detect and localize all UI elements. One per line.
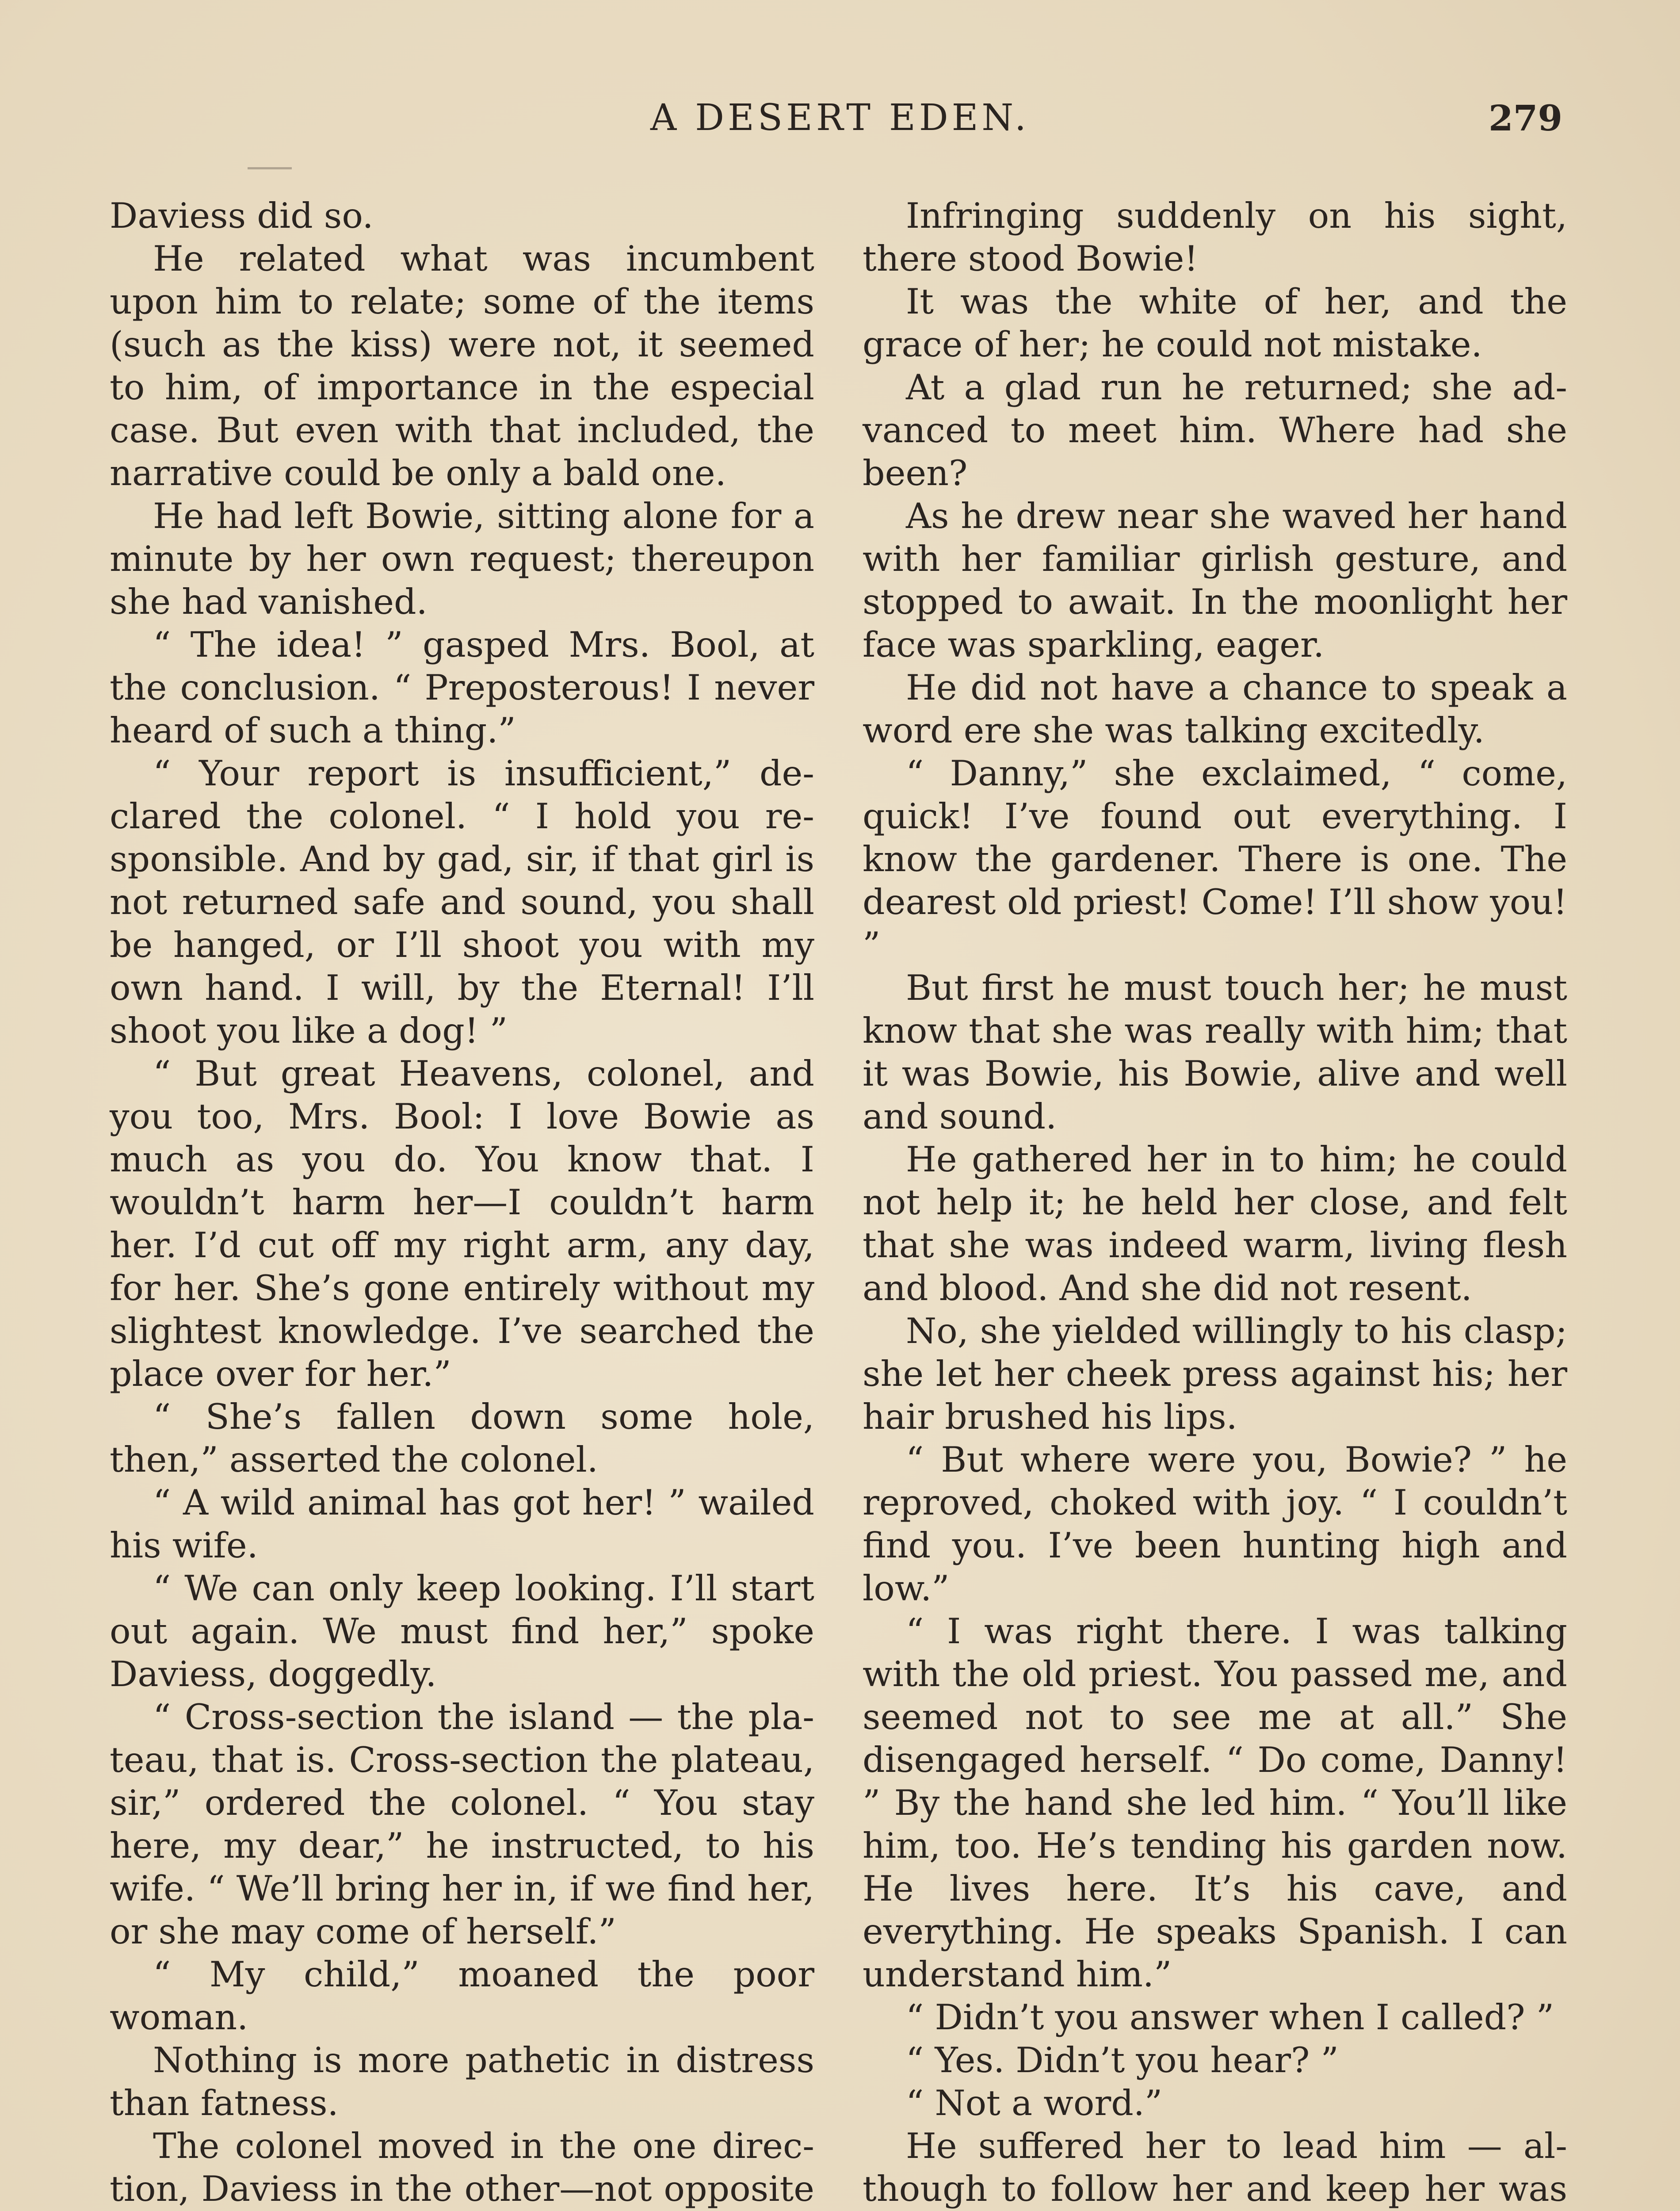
paragraph: As he drew near she waved her hand with her familiar girlish gesture, and stopped to await. In the moonlight her face was sparkling, eager. [863, 496, 1567, 665]
paragraph: He did not have a chance to speak a word ere she was talking excitedly. [863, 667, 1567, 751]
paragraph: “ She’s fallen down some hole, then,” asserted the colonel. [110, 1396, 814, 1480]
paragraph: No, she yielded willingly to his clasp; she let her cheek press against his; her hair brushed his lips. [863, 1311, 1567, 1437]
running-head [0, 94, 1680, 142]
paragraph: “ Your report is insufficient,” declared the colonel. “ I hold you responsible. And by gad, sir, if that girl is not returned safe and sound, you shall be hanged, or I’ll shoot you with my own hand. I will, by the Eternal! I’ll shoot you like a dog! ” [110, 753, 814, 1051]
paragraph: He related what was incumbent upon him to relate; some of the items (such as the kiss) were not, it seemed to him, of importance in the especial case. But even with that included, the narrative could be only a bald one. [110, 238, 814, 493]
paragraph: He gathered her in to him; he could not help it; he held her close, and felt that she was indeed warm, living flesh and blood. And she did not resent. [863, 1139, 1567, 1308]
paragraph: “ We can only keep looking. I’ll start out again. We must find her,” spoke Daviess, doggedly. [110, 1568, 814, 1695]
paragraph: At a glad run he returned; she advanced to meet him. Where had she been? [863, 367, 1567, 493]
page-number: 279 [1489, 97, 1562, 139]
right-column [863, 195, 1567, 2211]
paragraph: “ Not a word.” [906, 2083, 1163, 2123]
paragraph: It was the white of her, and the grace of her; he could not mistake. [863, 281, 1567, 365]
ornament-rule [248, 167, 292, 169]
paragraph: “ Didn’t you answer when I called? ” [906, 1997, 1554, 2038]
paragraph: “ Danny,” she exclaimed, “ come, quick! I’ve found out everything. I know the gardener. There is one. The dearest old priest! Come! I’ll show you! ” [863, 753, 1567, 965]
paragraph: “ But great Heavens, colonel, and you too, Mrs. Bool: I love Bowie as much as you do. You know that. I wouldn’t harm her—I couldn’t harm her. I’d cut off my right arm, any day, for her. She’s gone entirely without my slightest knowledge. I’ve searched the place over for her.” [110, 1053, 814, 1394]
paragraph: Daviess did so. [110, 195, 374, 236]
paragraph: “ My child,” moaned the poor woman. [110, 1954, 814, 2038]
left-column [110, 195, 814, 2211]
paragraph: He had left Bowie, sitting alone for a minute by her own request; thereupon she had vanished. [110, 496, 814, 622]
paragraph: The colonel moved in the one direction, Daviess in the other—not opposite [110, 2126, 814, 2209]
paragraph: But first he must touch her; he must know that she was really with him; that it was Bowie, his Bowie, alive and well and sound. [863, 968, 1567, 1137]
paragraph: “ The idea! ” gasped Mrs. Bool, at the conclusion. “ Preposterous! I never heard of such a thing.” [110, 624, 814, 751]
paragraph: “ I was right there. I was talking with the old priest. You passed me, and seemed not to see me at all.” She disengaged herself. “ Do come, Danny! ” By the hand she led him. “ You’ll like him, too. He’s tending his garden now. He lives here. It’s his cave, and everything. He speaks Spanish. I can understand him.” [863, 1611, 1567, 1995]
paragraph: “ Yes. Didn’t you hear? ” [906, 2040, 1339, 2081]
paragraph: “ But where were you, Bowie? ” he reproved, choked with joy. “ I couldn’t find you. I’ve been hunting high and low.” [863, 1439, 1567, 1609]
paragraph: “ A wild animal has got her! ” wailed his wife. [110, 1482, 814, 1566]
paragraph: Nothing is more pathetic in distress than fatness. [110, 2040, 814, 2123]
paragraph: “ Cross-section the island — the plateau, that is. Cross-section the plateau, sir,” ordered the colonel. “ You stay here, my dear,” he instructed, to his wife. “ We’ll bring her in, if we find her, or she may come of herself.” [110, 1697, 814, 1952]
paragraph: He suffered her to lead him — although to follow her and keep her was [863, 2126, 1567, 2209]
running-title: A DESERT EDEN. [650, 97, 1030, 139]
paragraph: Infringing suddenly on his sight, there stood Bowie! [863, 195, 1567, 279]
